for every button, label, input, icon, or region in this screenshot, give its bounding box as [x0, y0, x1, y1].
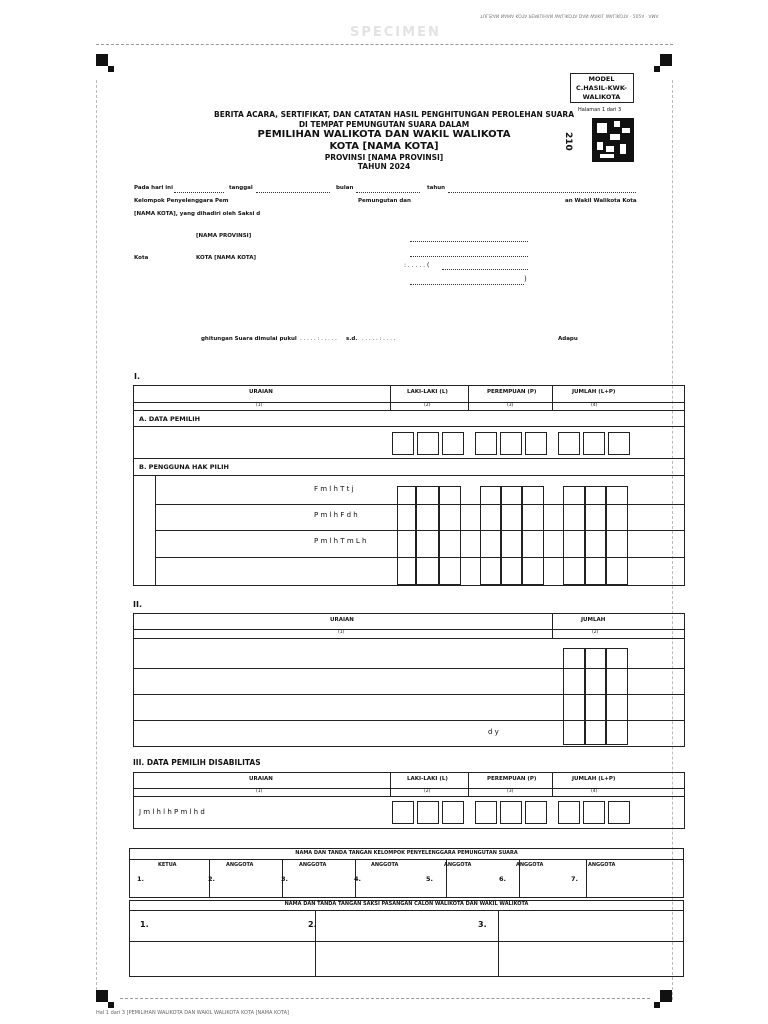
s3-col-perempuan: PEREMPUAN (P) — [487, 776, 537, 782]
s1-num-4: (4) — [591, 403, 598, 408]
s1-col-laki: LAKI-LAKI (L) — [407, 389, 448, 395]
saksi-num-3: 3. — [478, 920, 487, 929]
b-perempuan-grid[interactable] — [480, 486, 544, 585]
model-line-1: MODEL — [588, 75, 615, 83]
top-note: TULISAN NAMA KOTA PEMILIHAN WALIKOTA DAN WAKIL WALIKOTA · 2024 · AMA — [480, 12, 659, 18]
dots-tahun — [448, 192, 636, 193]
s3-laki-digit-1[interactable] — [392, 801, 414, 824]
s3-num-4: (4) — [591, 789, 598, 794]
specimen-watermark: SPECIMEN — [350, 25, 441, 40]
b-jumlah-grid[interactable] — [563, 486, 628, 585]
s2-col-uraian: URAIAN — [330, 617, 354, 623]
kpps-num-5: 5. — [426, 875, 433, 883]
label-pada-hari-ini: Pada hari ini — [134, 185, 173, 191]
dots-line-4 — [410, 284, 524, 285]
s3-jumlah-digit-2[interactable] — [583, 801, 605, 824]
label-kota: Kota — [134, 255, 149, 261]
a-perempuan-digit-1[interactable] — [475, 432, 497, 455]
s1-col-uraian: URAIAN — [249, 389, 273, 395]
s3-num-1: (1) — [256, 789, 263, 794]
a-laki-digit-2[interactable] — [417, 432, 439, 455]
label-wakil: an Wakil Walikota Kota — [565, 198, 637, 204]
saksi-num-1: 1. — [140, 920, 149, 929]
label-penghitungan: ghitungan Suara dimulai pukul — [201, 336, 297, 342]
kpps-anggota-3: ANGGOTA — [299, 862, 327, 868]
label-saksi: [NAMA KOTA], yang dihadiri oleh Saksi d — [134, 211, 261, 217]
b-laki-grid[interactable] — [397, 486, 461, 585]
s3-row-1-label: J m l h l h P m l h d — [139, 808, 205, 816]
a-perempuan-digit-2[interactable] — [500, 432, 522, 455]
a-jumlah-digit-1[interactable] — [558, 432, 580, 455]
kpps-anggota-7: ANGGOTA — [588, 862, 616, 868]
a-perempuan-digit-3[interactable] — [525, 432, 547, 455]
s3-num-3: (3) — [507, 789, 514, 794]
a-jumlah-digit-2[interactable] — [583, 432, 605, 455]
s1-num-3: (3) — [507, 403, 514, 408]
header-line-3: PEMILIHAN WALIKOTA DAN WAKIL WALIKOTA — [257, 129, 511, 140]
label-tahun: tahun — [427, 185, 446, 191]
s2-num-1: (1) — [338, 630, 345, 635]
close-paren: ) — [524, 275, 527, 283]
dots-line-2 — [410, 256, 528, 257]
label-sd: s.d. — [346, 336, 358, 342]
s1-col-jumlah: JUMLAH (L+P) — [572, 389, 616, 395]
model-box — [570, 73, 634, 103]
s2-col-jumlah: JUMLAH — [581, 617, 606, 623]
s2-row-last-label: d y — [488, 728, 499, 736]
s3-perempuan-digit-2[interactable] — [500, 801, 522, 824]
header-line-4: KOTA [NAMA KOTA] — [329, 141, 439, 152]
kpps-num-7: 7. — [571, 875, 578, 883]
a-jumlah-digit-3[interactable] — [608, 432, 630, 455]
header-line-6: TAHUN 2024 — [357, 162, 411, 171]
s3-laki-digit-2[interactable] — [417, 801, 439, 824]
s1-num-2: (2) — [424, 403, 431, 408]
kpps-ketua: KETUA — [158, 862, 177, 868]
label-kpps: Kelompok Penyelenggara Pem — [134, 198, 229, 204]
saksi-num-2: 2. — [308, 920, 317, 929]
kpps-anggota-6: ANGGOTA — [516, 862, 544, 868]
dots-tanggal — [256, 192, 330, 193]
label-pemungutan: Pemungutan dan — [358, 198, 411, 204]
section1-roman: I. — [134, 372, 141, 381]
saksi-title: NAMA DAN TANDA TANGAN SAKSI PASANGAN CALON WALIKOTA DAN WAKIL WALIKOTA — [284, 901, 529, 907]
b-row-2-label: P m l h F d h — [314, 511, 358, 519]
kpps-anggota-2: ANGGOTA — [226, 862, 254, 868]
dots-line-3 — [442, 269, 528, 270]
label-tanggal: tanggal — [229, 185, 253, 191]
header-line-1: BERITA ACARA, SERTIFIKAT, DAN CATATAN HASIL PENGHITUNGAN PEROLEHAN SUARA — [214, 110, 574, 119]
kpps-anggota-5: ANGGOTA — [444, 862, 472, 868]
kpps-num-2: 2. — [208, 875, 215, 883]
header-line-5: PROVINSI [NAMA PROVINSI] — [324, 153, 444, 162]
kpps-num-6: 6. — [499, 875, 506, 883]
section-a-label: A. DATA PEMILIH — [139, 415, 201, 423]
value-kota: KOTA [NAMA KOTA] — [196, 255, 256, 261]
b-row-1-label: F m l h T t j — [314, 485, 354, 493]
s1-num-1: (1) — [256, 403, 263, 408]
s3-perempuan-digit-1[interactable] — [475, 801, 497, 824]
model-line-2: C.HASIL-KWK- — [575, 84, 628, 92]
s3-perempuan-digit-3[interactable] — [525, 801, 547, 824]
s3-col-uraian: URAIAN — [249, 776, 273, 782]
s3-col-laki: LAKI-LAKI (L) — [407, 776, 448, 782]
label-adapun: Adapu — [558, 336, 578, 342]
s3-jumlah-digit-1[interactable] — [558, 801, 580, 824]
page-footer: Hal 1 dari 3 [PEMILIHAN WALIKOTA DAN WAKIL WALIKOTA KOTA [NAMA KOTA] — [96, 1010, 289, 1016]
s1-col-perempuan: PEREMPUAN (P) — [487, 389, 537, 395]
s2-jumlah-grid[interactable] — [563, 648, 628, 745]
s2-num-2: (2) — [592, 630, 599, 635]
dots-line-1 — [410, 241, 528, 242]
dots-hari — [174, 192, 224, 193]
frame-left — [96, 80, 97, 1000]
top-dashed-line — [96, 44, 673, 45]
kpps-anggota-4: ANGGOTA — [371, 862, 399, 868]
time-end: . . . . . : . . . . — [362, 336, 396, 342]
kpps-title: NAMA DAN TANDA TANGAN KELOMPOK PENYELENGGARA PEMUNGUTAN SUARA — [295, 850, 518, 856]
bottom-dashed-line — [120, 998, 650, 999]
section2-roman: II. — [133, 600, 142, 609]
s3-num-2: (2) — [424, 789, 431, 794]
a-laki-digit-3[interactable] — [442, 432, 464, 455]
header-line-2: DI TEMPAT PEMUNGUTAN SUARA DALAM — [298, 120, 470, 129]
s3-laki-digit-3[interactable] — [442, 801, 464, 824]
page-number: Halaman 1 dari 3 — [578, 107, 622, 113]
time-start: . . . . . : . . . . . — [300, 336, 337, 342]
model-line-3: WALIKOTA — [582, 93, 621, 101]
a-laki-digit-1[interactable] — [392, 432, 414, 455]
section3-title: III. DATA PEMILIH DISABILITAS — [133, 758, 261, 767]
s3-col-jumlah: JUMLAH (L+P) — [572, 776, 616, 782]
label-bulan: bulan — [336, 185, 354, 191]
label-provinsi: [NAMA PROVINSI] — [196, 233, 252, 239]
b-row-3-label: P m l h T m L h — [314, 537, 367, 545]
dots-bulan — [356, 192, 420, 193]
side-code: 210 — [563, 132, 573, 151]
saksi-signature-table — [129, 900, 684, 977]
kpps-num-4: 4. — [354, 875, 361, 883]
section-b-label: B. PENGGUNA HAK PILIH — [139, 463, 229, 471]
colon-open: : . . . . . ( — [404, 262, 430, 269]
kpps-num-3: 3. — [281, 875, 288, 883]
s3-jumlah-digit-3[interactable] — [608, 801, 630, 824]
kpps-num-1: 1. — [137, 875, 144, 883]
